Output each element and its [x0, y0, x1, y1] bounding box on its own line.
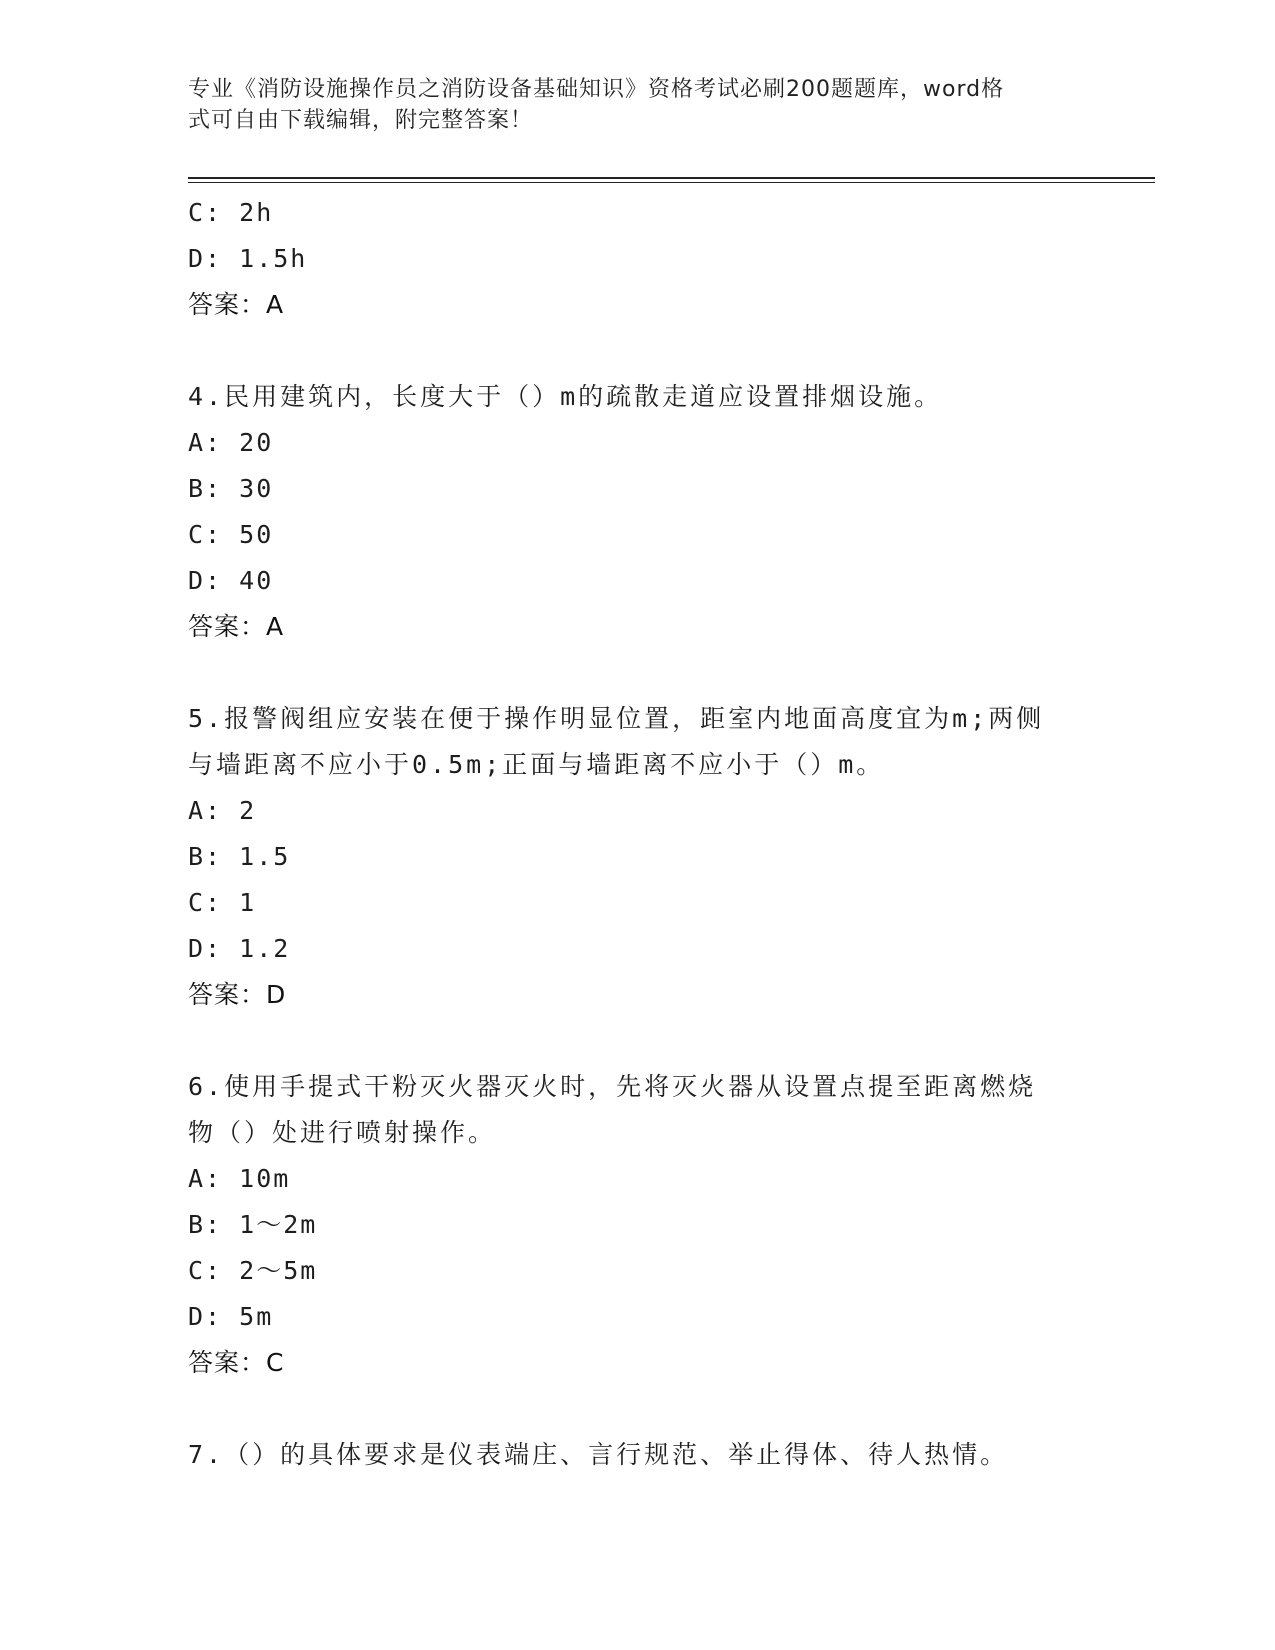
answer-line: 答案：A — [188, 290, 285, 319]
document-header — [188, 74, 1088, 136]
header-rule-thick — [188, 177, 1155, 179]
question-text-line: 4.民用建筑内，长度大于（）m的疏散走道应设置排烟设施。 — [188, 382, 943, 411]
question-5 — [188, 696, 1088, 1018]
question-text-line: 7.（）的具体要求是仪表端庄、言行规范、举止得体、待人热情。 — [188, 1440, 1009, 1469]
spacer — [188, 1386, 1088, 1432]
question-text-line: 与墙距离不应小于0.5m;正面与墙距离不应小于（）m。 — [188, 750, 885, 779]
question-6 — [188, 1064, 1088, 1386]
question-text-line: 6.使用手提式干粉灭火器灭火时，先将灭火器从设置点提至距离燃烧 — [188, 1072, 1037, 1101]
spacer — [188, 650, 1088, 696]
question-text-line: 5.报警阀组应安装在便于操作明显位置，距室内地面高度宜为m;两侧 — [188, 704, 1045, 733]
question-7 — [188, 1432, 1088, 1478]
answer-line: 答案：A — [188, 612, 285, 641]
option-b: B: 1.5 — [188, 842, 291, 871]
option-d: D: 5m — [188, 1302, 274, 1331]
question-text-line: 物（）处进行喷射操作。 — [188, 1118, 497, 1147]
header-title-line-2: 式可自由下载编辑，附完整答案！ — [188, 108, 534, 133]
option-d: D: 1.5h — [188, 244, 308, 273]
spacer — [188, 328, 1088, 374]
option-c: C: 50 — [188, 520, 274, 549]
option-c: C: 2h — [188, 198, 274, 227]
option-b: B: 30 — [188, 474, 274, 503]
question-list — [188, 190, 1088, 1478]
spacer — [188, 1018, 1088, 1064]
option-d: D: 1.2 — [188, 934, 291, 963]
option-a: A: 2 — [188, 796, 257, 825]
option-b: B: 1～2m — [188, 1210, 318, 1239]
header-rule-thin — [188, 182, 1155, 183]
answer-line: 答案：C — [188, 1348, 285, 1377]
question-4 — [188, 374, 1088, 650]
option-a: A: 20 — [188, 428, 274, 457]
question-3-fragment — [188, 190, 1088, 328]
answer-line: 答案：D — [188, 980, 287, 1009]
option-a: A: 10m — [188, 1164, 291, 1193]
option-c: C: 1 — [188, 888, 257, 917]
option-d: D: 40 — [188, 566, 274, 595]
option-c: C: 2～5m — [188, 1256, 318, 1285]
header-title-line-1: 专业《消防设施操作员之消防设备基础知识》资格考试必刷200题题库，word格 — [188, 77, 1005, 102]
